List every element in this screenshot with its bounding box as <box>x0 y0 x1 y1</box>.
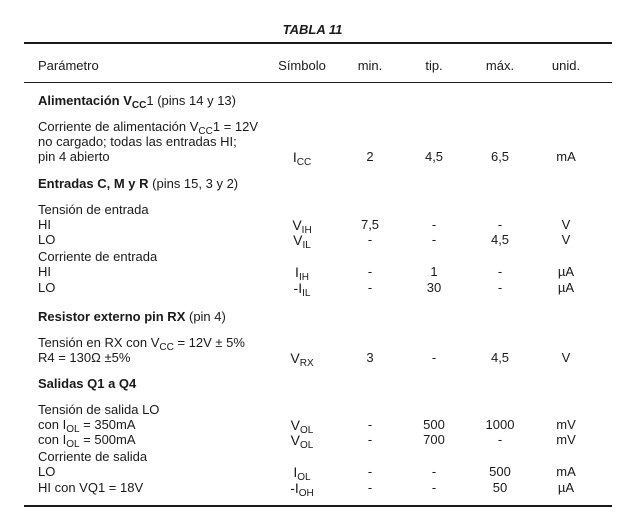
param-tension-entrada: Tensión de entrada <box>38 202 149 217</box>
section-heading-entradas: Entradas C, M y R (pins 15, 3 y 2) <box>38 176 239 191</box>
value-unit: mA <box>556 149 576 164</box>
symbol-vih: $V_{IH}$ <box>292 217 312 236</box>
symbol-ioh: $-I_{OH}$ <box>290 480 314 499</box>
value-max: 4,5 <box>490 232 510 247</box>
param-con-iol-350: con $I_{OL} = 350mA$ <box>38 417 136 435</box>
param-tension-rx-l2: R4 = 130Ω ±5% <box>38 350 131 365</box>
value-max: 6,5 <box>490 149 510 164</box>
param-lo: LO <box>38 280 56 295</box>
section-heading-alimentacion: Alimentación $V_{CC}1$ (pins 14 y 13) <box>38 93 236 111</box>
symbol-icc: $I_{CC}$ <box>292 149 312 168</box>
param-corriente-entrada: Corriente de entrada <box>38 249 158 264</box>
value-unit: V <box>561 217 571 232</box>
value-unit: V <box>561 232 571 247</box>
value-tip: 4,5 <box>424 149 444 164</box>
param-corriente-alimentacion-l2: no cargado; todas las entradas HI; <box>38 134 237 149</box>
header-simbolo: Símbolo <box>278 58 326 73</box>
param-corriente-alimentacion-l1: Corriente de alimentación $V_{CC}1 = 12V$ <box>38 119 259 137</box>
header-unid: unid. <box>551 58 581 73</box>
value-max: 1000 <box>485 417 515 432</box>
param-hi: HI <box>38 264 51 279</box>
value-tip: - <box>431 464 437 479</box>
value-min: - <box>367 264 373 279</box>
value-unit: µA <box>557 280 575 295</box>
header-rule <box>24 82 612 83</box>
value-min: 3 <box>366 350 374 365</box>
section-heading-salidas: Salidas Q1 a Q4 <box>38 376 137 391</box>
value-max: - <box>497 280 503 295</box>
param-tension-rx-l1: Tensión en RX con $V_{CC} = 12V \pm 5\%$ <box>38 335 245 353</box>
symbol-vrx: $V_{RX}$ <box>290 350 314 369</box>
value-max: - <box>497 264 503 279</box>
section-heading-resistor: Resistor externo pin RX (pin 4) <box>38 309 226 324</box>
value-min: - <box>367 480 373 495</box>
symbol-iih: $I_{IH}$ <box>295 264 309 283</box>
value-unit: µA <box>557 480 575 495</box>
value-tip: - <box>431 480 437 495</box>
value-max: 4,5 <box>490 350 510 365</box>
symbol-vol: $V_{OL}$ <box>290 417 314 436</box>
param-tension-salida-lo: Tensión de salida LO <box>38 402 160 417</box>
value-unit: mV <box>556 432 576 447</box>
value-tip: - <box>431 232 437 247</box>
symbol-vol: $V_{OL}$ <box>290 432 314 451</box>
param-lo: LO <box>38 232 56 247</box>
value-tip: 30 <box>426 280 442 295</box>
value-tip: - <box>431 217 437 232</box>
symbol-iol: $I_{OL}$ <box>293 464 311 483</box>
param-corriente-alimentacion-l3: pin 4 abierto <box>38 149 110 164</box>
value-max: - <box>497 432 503 447</box>
param-hi: HI <box>38 217 51 232</box>
top-rule <box>24 42 612 44</box>
value-unit: V <box>561 350 571 365</box>
value-max: 500 <box>489 464 511 479</box>
value-tip: - <box>431 350 437 365</box>
symbol-vil: $V_{IL}$ <box>293 232 311 251</box>
value-min: - <box>367 280 373 295</box>
value-unit: mA <box>556 464 576 479</box>
param-hi-vq1: HI con VQ1 = 18V <box>38 480 144 495</box>
value-tip: 500 <box>423 417 445 432</box>
param-lo: LO <box>38 464 56 479</box>
header-tip: tip. <box>425 58 443 73</box>
table-title: TABLA 11 <box>282 22 343 37</box>
value-min: - <box>367 232 373 247</box>
header-min: min. <box>357 58 383 73</box>
value-min: 7,5 <box>360 217 380 232</box>
bottom-rule <box>24 505 612 507</box>
param-con-iol-500: con $I_{OL} = 500mA$ <box>38 432 136 450</box>
value-min: - <box>367 432 373 447</box>
value-max: - <box>497 217 503 232</box>
value-tip: 1 <box>430 264 438 279</box>
value-min: - <box>367 464 373 479</box>
value-tip: 700 <box>423 432 445 447</box>
header-parametro: Parámetro <box>38 58 99 73</box>
value-unit: mV <box>556 417 576 432</box>
value-min: 2 <box>366 149 374 164</box>
header-max: máx. <box>485 58 515 73</box>
value-unit: µA <box>557 264 575 279</box>
value-min: - <box>367 417 373 432</box>
param-corriente-salida: Corriente de salida <box>38 449 148 464</box>
symbol-iil: $-I_{IL}$ <box>293 280 311 299</box>
value-max: 50 <box>492 480 508 495</box>
